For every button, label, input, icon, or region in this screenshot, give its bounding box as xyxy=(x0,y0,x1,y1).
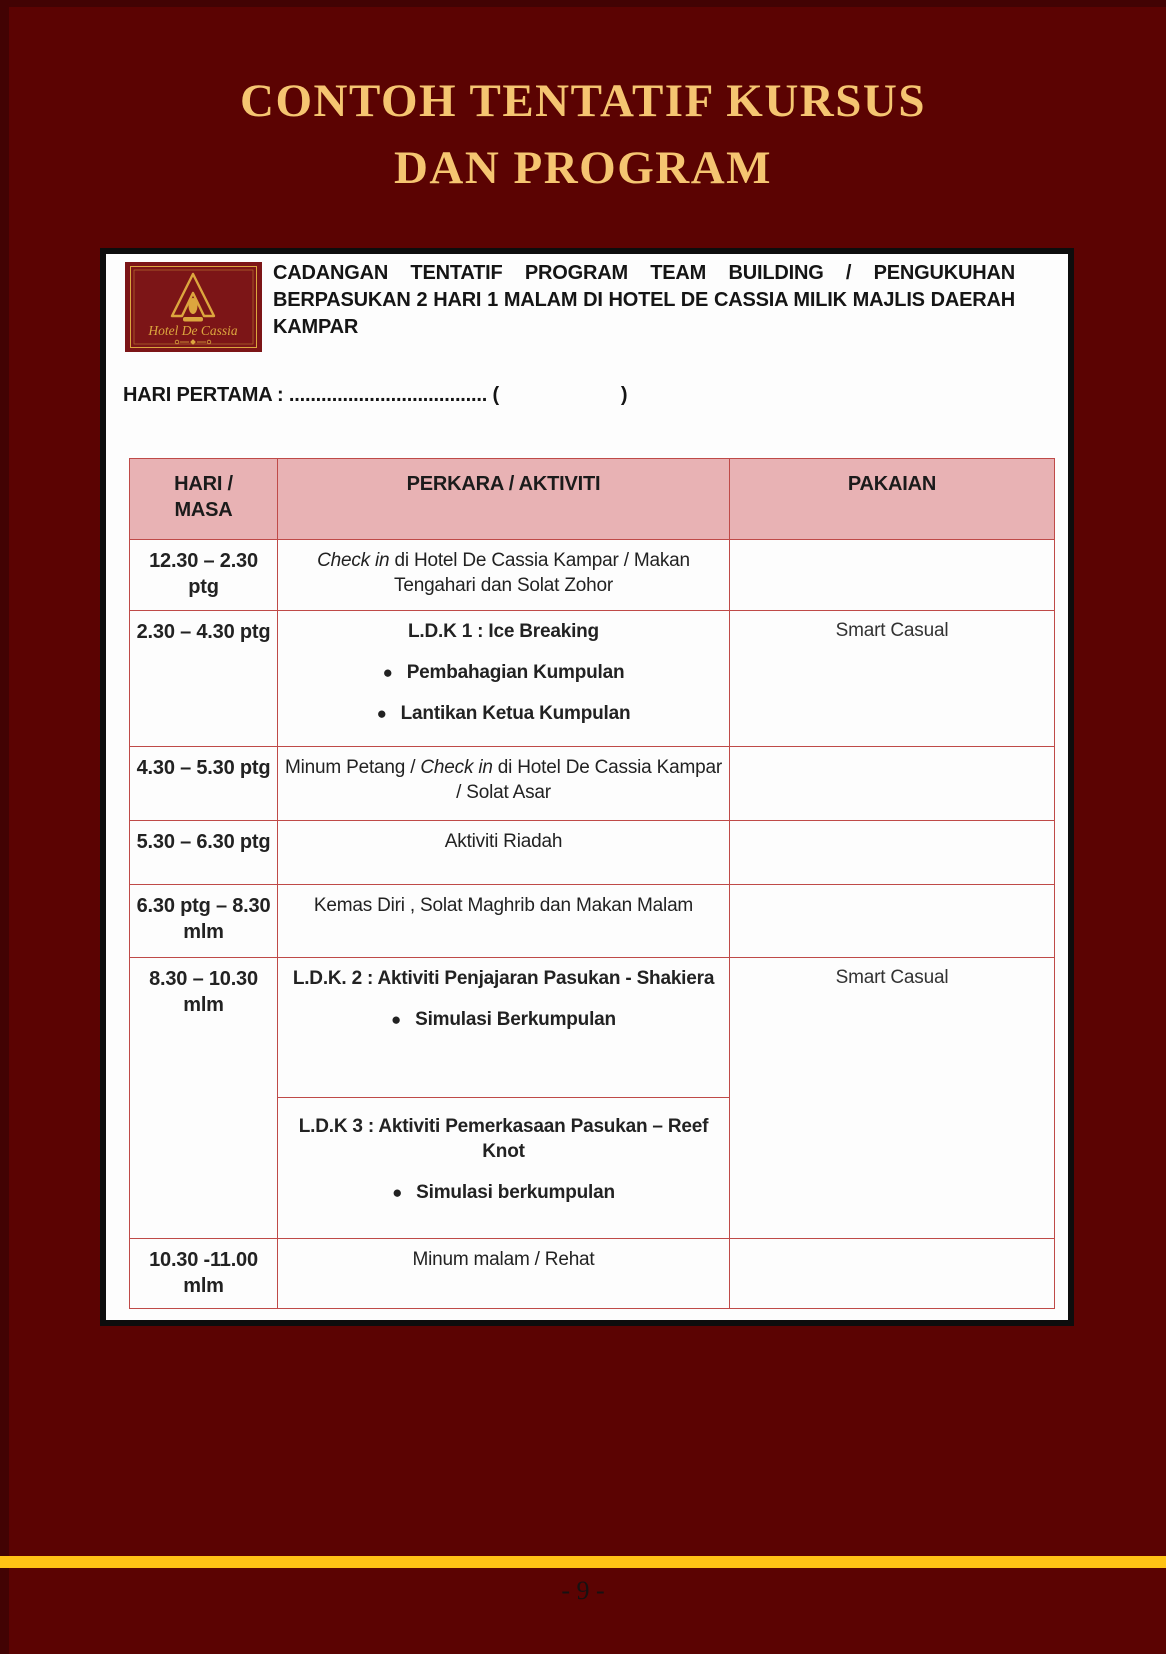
activity-title: L.D.K. 2 : Aktiviti Penjajaran Pasukan - Shakiera xyxy=(292,968,715,989)
pakaian-cell xyxy=(730,821,1055,885)
header-pakaian: PAKAIAN xyxy=(730,459,1055,540)
bullet-icon: ● xyxy=(391,1010,402,1029)
table-row xyxy=(130,540,1055,611)
pakaian-cell xyxy=(730,747,1055,821)
time-cell: 12.30 – 2.30 ptg xyxy=(130,540,278,611)
table-row xyxy=(130,1239,1055,1309)
time-cell: 8.30 – 10.30 mlm xyxy=(130,958,278,1239)
table-row xyxy=(130,958,1055,1098)
table-row xyxy=(130,821,1055,885)
table-row xyxy=(130,611,1055,747)
table-header-row xyxy=(130,459,1055,540)
bullet-item: ● Lantikan Ketua Kumpulan xyxy=(376,703,631,724)
activity-cell: Minum malam / Rehat xyxy=(278,1239,730,1309)
bullet-icon: ● xyxy=(376,704,387,723)
time-cell: 4.30 – 5.30 ptg xyxy=(130,747,278,821)
header-hari-masa: HARI / MASA xyxy=(130,459,278,540)
pakaian-cell: Smart Casual xyxy=(730,611,1055,747)
activity-cell xyxy=(278,958,730,1098)
bullet-icon: ● xyxy=(392,1183,403,1202)
page-title-line2: DAN PROGRAM xyxy=(393,142,773,194)
bullet-icon: ● xyxy=(382,663,393,682)
day-line-paren-open: ( xyxy=(492,384,499,406)
table-row xyxy=(130,885,1055,958)
header-perkara-aktiviti: PERKARA / AKTIVITI xyxy=(278,459,730,540)
logo-text: Hotel De Cassia xyxy=(148,323,238,338)
activity-title: L.D.K 3 : Aktiviti Pemerkasaan Pasukan – Reef Knot xyxy=(298,1116,709,1162)
time-cell: 6.30 ptg – 8.30 mlm xyxy=(130,885,278,958)
page-number: - 9 - xyxy=(561,1576,605,1605)
time-cell: 5.30 – 6.30 ptg xyxy=(130,821,278,885)
activity-title: L.D.K 1 : Ice Breaking xyxy=(408,621,599,642)
time-cell: 10.30 -11.00 mlm xyxy=(130,1239,278,1309)
bullet-item: ● Pembahagian Kumpulan xyxy=(382,662,625,683)
pakaian-cell xyxy=(730,885,1055,958)
bullet-item: ● Simulasi Berkumpulan xyxy=(391,1009,616,1030)
schedule-table xyxy=(129,458,1055,1309)
page-title-line1: CONTOH TENTATIF KURSUS xyxy=(240,75,926,127)
day-line-label: HARI PERTAMA : xyxy=(123,384,289,406)
pakaian-cell xyxy=(730,1239,1055,1309)
content-card xyxy=(100,248,1074,1326)
card-heading: CADANGAN TENTATIF PROGRAM TEAM BUILDING / PENGUKUHAN BERPASUKAN 2 HARI 1 MALAM DI HOTEL DE CASSIA MILIK MAJLIS DAERAH KAMPAR xyxy=(273,262,1015,338)
pakaian-cell: Smart Casual xyxy=(730,958,1055,1239)
footer-accent-bar xyxy=(0,1556,1166,1568)
time-cell: 2.30 – 4.30 ptg xyxy=(130,611,278,747)
activity-cell: Aktiviti Riadah xyxy=(278,821,730,885)
bullet-item: ● Simulasi berkumpulan xyxy=(392,1182,615,1203)
day-line xyxy=(123,384,627,407)
table-row xyxy=(130,747,1055,821)
day-line-paren-close: ) xyxy=(620,384,628,406)
pakaian-cell xyxy=(730,540,1055,611)
activity-cell xyxy=(278,611,730,747)
activity-cell xyxy=(278,1098,730,1239)
activity-cell: Check in di Hotel De Cassia Kampar / Makan Tengahari dan Solat Zohor xyxy=(278,540,730,611)
hotel-de-cassia-logo xyxy=(125,262,262,352)
page-title xyxy=(0,68,1166,202)
activity-cell: Kemas Diri , Solat Maghrib dan Makan Malam xyxy=(278,885,730,958)
activity-cell: Minum Petang / Check in di Hotel De Cassia Kampar / Solat Asar xyxy=(278,747,730,821)
day-line-dots: ..................................... xyxy=(288,384,488,406)
